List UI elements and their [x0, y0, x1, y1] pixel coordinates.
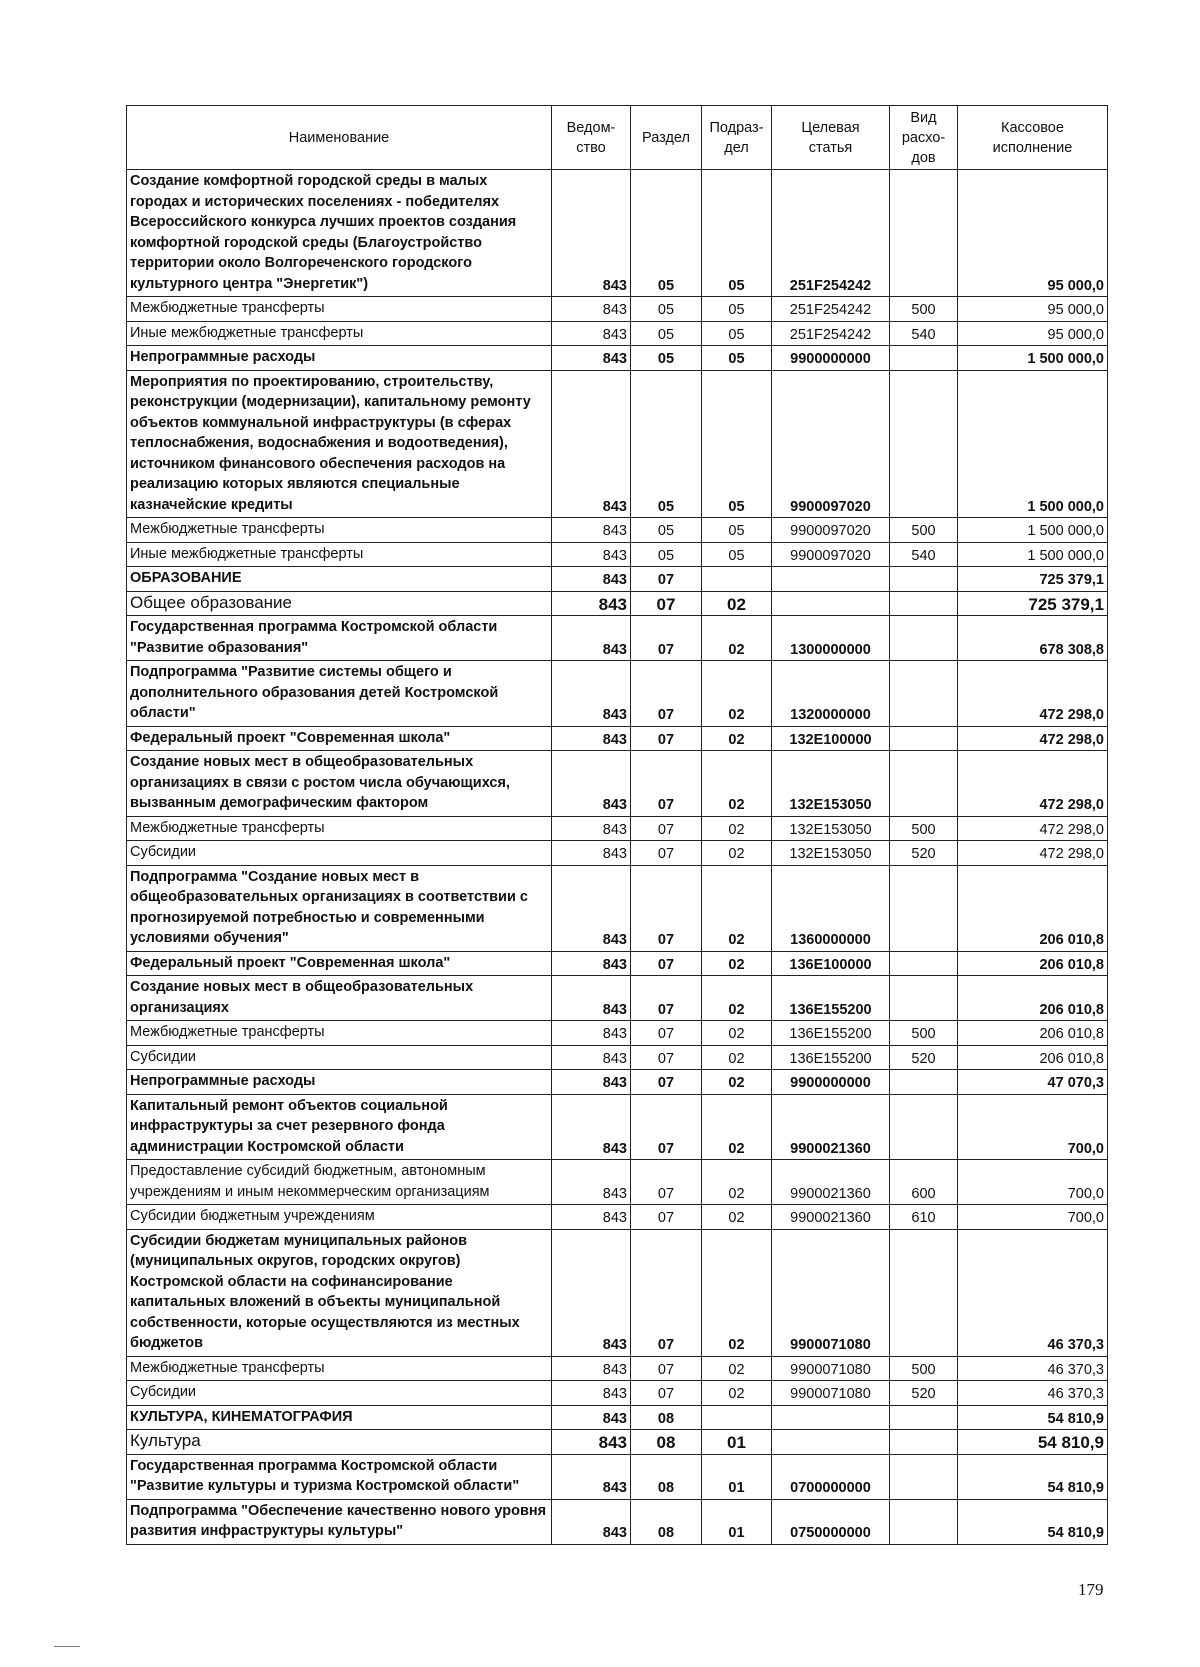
budget-table-sheet — [126, 105, 1108, 1545]
cell-name: Федеральный проект "Современная школа" — [127, 951, 552, 976]
cell-razdel: 08 — [631, 1499, 702, 1544]
cell-target: 132E153050 — [772, 751, 890, 817]
cell-vid — [890, 1430, 958, 1455]
header-name: Наименование — [127, 106, 552, 170]
cell-target: 136E155200 — [772, 976, 890, 1021]
cell-vid — [890, 567, 958, 592]
cell-name: Подпрограмма "Развитие системы общего и дополнительного образования детей Костромской области" — [127, 661, 552, 727]
cell-ved: 843 — [552, 518, 631, 543]
cell-podrazdel: 05 — [702, 370, 772, 518]
cell-podrazdel: 02 — [702, 1070, 772, 1095]
cell-ved: 843 — [552, 1454, 631, 1499]
cell-vid: 600 — [890, 1160, 958, 1205]
header-amount: Кассовое исполнение — [958, 106, 1108, 170]
cell-podrazdel: 02 — [702, 976, 772, 1021]
cell-amount: 472 298,0 — [958, 751, 1108, 817]
cell-vid: 520 — [890, 1045, 958, 1070]
cell-amount: 1 500 000,0 — [958, 346, 1108, 371]
cell-ved: 843 — [552, 616, 631, 661]
cell-amount: 678 308,8 — [958, 616, 1108, 661]
cell-razdel: 07 — [631, 841, 702, 866]
cell-podrazdel: 05 — [702, 518, 772, 543]
cell-target: 251F254242 — [772, 321, 890, 346]
cell-name: Субсидии бюджетным учреждениям — [127, 1205, 552, 1230]
cell-vid — [890, 1499, 958, 1544]
table-row — [127, 1205, 1108, 1230]
cell-ved: 843 — [552, 591, 631, 616]
cell-target: 132E153050 — [772, 816, 890, 841]
cell-vid: 500 — [890, 1356, 958, 1381]
cell-podrazdel: 02 — [702, 1160, 772, 1205]
cell-name: Субсидии — [127, 841, 552, 866]
cell-amount: 472 298,0 — [958, 816, 1108, 841]
cell-razdel: 07 — [631, 1160, 702, 1205]
cell-target: 1360000000 — [772, 865, 890, 951]
cell-vid — [890, 346, 958, 371]
table-row — [127, 1160, 1108, 1205]
table-row — [127, 616, 1108, 661]
cell-target — [772, 567, 890, 592]
cell-amount: 46 370,3 — [958, 1381, 1108, 1406]
cell-amount: 1 500 000,0 — [958, 518, 1108, 543]
cell-razdel: 07 — [631, 616, 702, 661]
cell-ved: 843 — [552, 1405, 631, 1430]
header-razdel: Раздел — [631, 106, 702, 170]
cell-ved: 843 — [552, 346, 631, 371]
cell-vid — [890, 976, 958, 1021]
header-vid: Вид расхо- дов — [890, 106, 958, 170]
cell-vid — [890, 1454, 958, 1499]
cell-target: 136E155200 — [772, 1021, 890, 1046]
cell-vid: 500 — [890, 297, 958, 322]
cell-ved: 843 — [552, 726, 631, 751]
cell-name: Создание комфортной городской среды в малых городах и исторических поселениях - победителях Всероссийского конкурса лучших проектов создания комфортной городской среды (Благоустройство территории около Волгореченского городского культурного центра "Энергетик") — [127, 170, 552, 297]
cell-vid — [890, 951, 958, 976]
cell-vid — [890, 616, 958, 661]
table-row — [127, 1356, 1108, 1381]
cell-target: 251F254242 — [772, 170, 890, 297]
cell-name: Непрограммные расходы — [127, 346, 552, 371]
cell-podrazdel: 01 — [702, 1499, 772, 1544]
cell-name: Иные межбюджетные трансферты — [127, 321, 552, 346]
cell-razdel: 07 — [631, 1094, 702, 1160]
cell-razdel: 07 — [631, 591, 702, 616]
cell-podrazdel: 02 — [702, 816, 772, 841]
cell-razdel: 07 — [631, 816, 702, 841]
cell-podrazdel — [702, 567, 772, 592]
cell-vid — [890, 726, 958, 751]
cell-amount: 700,0 — [958, 1160, 1108, 1205]
table-row — [127, 1021, 1108, 1046]
header-target: Целевая статья — [772, 106, 890, 170]
cell-name: Подпрограмма "Создание новых мест в общеобразовательных организациях в соответствии с прогнозируемой потребностью и современными условиями обучения" — [127, 865, 552, 951]
cell-ved: 843 — [552, 370, 631, 518]
cell-razdel: 07 — [631, 1381, 702, 1406]
cell-vid — [890, 591, 958, 616]
cell-ved: 843 — [552, 841, 631, 866]
cell-razdel: 08 — [631, 1430, 702, 1455]
table-row — [127, 841, 1108, 866]
cell-target: 0750000000 — [772, 1499, 890, 1544]
cell-amount: 54 810,9 — [958, 1499, 1108, 1544]
cell-razdel: 05 — [631, 321, 702, 346]
cell-target: 9900071080 — [772, 1229, 890, 1356]
cell-razdel: 07 — [631, 661, 702, 727]
cell-razdel: 08 — [631, 1454, 702, 1499]
cell-name: Межбюджетные трансферты — [127, 816, 552, 841]
cell-vid — [890, 751, 958, 817]
cell-podrazdel: 02 — [702, 1045, 772, 1070]
cell-amount: 1 500 000,0 — [958, 370, 1108, 518]
cell-target: 9900097020 — [772, 518, 890, 543]
cell-name: Создание новых мест в общеобразовательных организациях — [127, 976, 552, 1021]
cell-amount: 95 000,0 — [958, 321, 1108, 346]
cell-name: Непрограммные расходы — [127, 1070, 552, 1095]
cell-name: Межбюджетные трансферты — [127, 297, 552, 322]
cell-vid — [890, 1229, 958, 1356]
cell-name: ОБРАЗОВАНИЕ — [127, 567, 552, 592]
cell-razdel: 05 — [631, 346, 702, 371]
cell-amount: 47 070,3 — [958, 1070, 1108, 1095]
cell-target: 9900021360 — [772, 1205, 890, 1230]
table-row — [127, 816, 1108, 841]
table-row — [127, 951, 1108, 976]
cell-vid — [890, 370, 958, 518]
cell-razdel: 07 — [631, 865, 702, 951]
cell-target: 9900021360 — [772, 1094, 890, 1160]
cell-ved: 843 — [552, 1070, 631, 1095]
table-row — [127, 1045, 1108, 1070]
cell-name: Межбюджетные трансферты — [127, 1356, 552, 1381]
cell-amount: 54 810,9 — [958, 1454, 1108, 1499]
cell-amount: 472 298,0 — [958, 661, 1108, 727]
cell-target: 132E100000 — [772, 726, 890, 751]
cell-name: КУЛЬТУРА, КИНЕМАТОГРАФИЯ — [127, 1405, 552, 1430]
cell-vid — [890, 1094, 958, 1160]
cell-podrazdel: 01 — [702, 1430, 772, 1455]
cell-name: Мероприятия по проектированию, строительству, реконструкции (модернизации), капитальному ремонту объектов коммунальной инфраструктуры (в сферах теплоснабжения, водоснабжения и водоотведения), источником финансового обеспечения расходов на реализацию которых являются специальные казначейские кредиты — [127, 370, 552, 518]
header-ved: Ведом- ство — [552, 106, 631, 170]
cell-amount: 206 010,8 — [958, 1045, 1108, 1070]
cell-razdel: 07 — [631, 1021, 702, 1046]
cell-name: Субсидии — [127, 1381, 552, 1406]
cell-target — [772, 1405, 890, 1430]
table-row — [127, 1094, 1108, 1160]
cell-amount: 95 000,0 — [958, 297, 1108, 322]
cell-amount: 700,0 — [958, 1094, 1108, 1160]
cell-razdel: 05 — [631, 518, 702, 543]
table-header-row — [127, 106, 1108, 170]
cell-podrazdel: 02 — [702, 661, 772, 727]
cell-razdel: 07 — [631, 951, 702, 976]
cell-vid: 520 — [890, 1381, 958, 1406]
cell-vid: 540 — [890, 321, 958, 346]
cell-podrazdel: 02 — [702, 1205, 772, 1230]
cell-name: Общее образование — [127, 591, 552, 616]
cell-amount: 206 010,8 — [958, 1021, 1108, 1046]
cell-podrazdel: 02 — [702, 591, 772, 616]
cell-target: 9900000000 — [772, 346, 890, 371]
cell-vid: 520 — [890, 841, 958, 866]
cell-podrazdel: 02 — [702, 616, 772, 661]
table-row — [127, 1381, 1108, 1406]
cell-name: Иные межбюджетные трансферты — [127, 542, 552, 567]
cell-target: 1320000000 — [772, 661, 890, 727]
cell-target: 9900021360 — [772, 1160, 890, 1205]
cell-podrazdel — [702, 1405, 772, 1430]
table-row — [127, 1499, 1108, 1544]
table-row — [127, 1070, 1108, 1095]
cell-podrazdel: 02 — [702, 1021, 772, 1046]
cell-razdel: 05 — [631, 370, 702, 518]
cell-name: Федеральный проект "Современная школа" — [127, 726, 552, 751]
cell-ved: 843 — [552, 976, 631, 1021]
cell-amount: 1 500 000,0 — [958, 542, 1108, 567]
cell-target: 9900097020 — [772, 542, 890, 567]
cell-ved: 843 — [552, 865, 631, 951]
cell-razdel: 07 — [631, 1356, 702, 1381]
cell-target: 0700000000 — [772, 1454, 890, 1499]
cell-podrazdel: 02 — [702, 841, 772, 866]
header-podrazdel: Подраз- дел — [702, 106, 772, 170]
cell-target: 251F254242 — [772, 297, 890, 322]
cell-razdel: 07 — [631, 1045, 702, 1070]
cell-ved: 843 — [552, 567, 631, 592]
cell-vid: 500 — [890, 816, 958, 841]
cell-vid — [890, 1405, 958, 1430]
table-row — [127, 518, 1108, 543]
cell-ved: 843 — [552, 542, 631, 567]
cell-name: Предоставление субсидий бюджетным, автономным учреждениям и иным некоммерческим организациям — [127, 1160, 552, 1205]
cell-name: Капитальный ремонт объектов социальной инфраструктуры за счет резервного фонда администрации Костромской области — [127, 1094, 552, 1160]
cell-ved: 843 — [552, 170, 631, 297]
cell-vid — [890, 865, 958, 951]
cell-podrazdel: 01 — [702, 1454, 772, 1499]
cell-ved: 843 — [552, 751, 631, 817]
cell-podrazdel: 05 — [702, 297, 772, 322]
cell-ved: 843 — [552, 1160, 631, 1205]
cell-ved: 843 — [552, 1045, 631, 1070]
cell-ved: 843 — [552, 816, 631, 841]
table-row — [127, 1430, 1108, 1455]
cell-razdel: 07 — [631, 1070, 702, 1095]
table-row — [127, 865, 1108, 951]
cell-vid: 540 — [890, 542, 958, 567]
cell-razdel: 08 — [631, 1405, 702, 1430]
cell-name: Культура — [127, 1430, 552, 1455]
cell-amount: 46 370,3 — [958, 1229, 1108, 1356]
cell-target: 9900000000 — [772, 1070, 890, 1095]
cell-ved: 843 — [552, 1381, 631, 1406]
cell-ved: 843 — [552, 951, 631, 976]
cell-name: Подпрограмма "Обеспечение качественно нового уровня развития инфраструктуры культуры" — [127, 1499, 552, 1544]
cell-podrazdel: 02 — [702, 751, 772, 817]
cell-target — [772, 1430, 890, 1455]
cell-target: 132E153050 — [772, 841, 890, 866]
cell-target: 9900071080 — [772, 1381, 890, 1406]
cell-name: Межбюджетные трансферты — [127, 1021, 552, 1046]
cell-ved: 843 — [552, 1356, 631, 1381]
cell-razdel: 07 — [631, 751, 702, 817]
cell-podrazdel: 05 — [702, 346, 772, 371]
cell-podrazdel: 05 — [702, 170, 772, 297]
cell-amount: 206 010,8 — [958, 976, 1108, 1021]
cell-podrazdel: 02 — [702, 1356, 772, 1381]
cell-ved: 843 — [552, 661, 631, 727]
cell-target — [772, 591, 890, 616]
cell-razdel: 05 — [631, 297, 702, 322]
cell-ved: 843 — [552, 1021, 631, 1046]
cell-amount: 95 000,0 — [958, 170, 1108, 297]
cell-razdel: 07 — [631, 726, 702, 751]
cell-name: Субсидии — [127, 1045, 552, 1070]
table-row — [127, 1454, 1108, 1499]
cell-razdel: 07 — [631, 567, 702, 592]
cell-razdel: 07 — [631, 1229, 702, 1356]
cell-vid — [890, 170, 958, 297]
cell-razdel: 07 — [631, 976, 702, 1021]
cell-amount: 472 298,0 — [958, 841, 1108, 866]
cell-target: 1300000000 — [772, 616, 890, 661]
cell-ved: 843 — [552, 297, 631, 322]
cell-name: Создание новых мест в общеобразовательных организациях в связи с ростом числа обучающихся, вызванным демографическим фактором — [127, 751, 552, 817]
cell-name: Межбюджетные трансферты — [127, 518, 552, 543]
cell-ved: 843 — [552, 321, 631, 346]
cell-vid — [890, 1070, 958, 1095]
cell-ved: 843 — [552, 1499, 631, 1544]
cell-podrazdel: 05 — [702, 321, 772, 346]
table-row — [127, 1229, 1108, 1356]
cell-target: 136E155200 — [772, 1045, 890, 1070]
table-row — [127, 1405, 1108, 1430]
cell-name: Субсидии бюджетам муниципальных районов (муниципальных округов, городских округов) Костромской области на софинансирование капитальных вложений в объекты муниципальной собственности, которые осуществляются из местных бюджетов — [127, 1229, 552, 1356]
cell-amount: 725 379,1 — [958, 567, 1108, 592]
table-row — [127, 661, 1108, 727]
cell-amount: 472 298,0 — [958, 726, 1108, 751]
cell-razdel: 05 — [631, 542, 702, 567]
cell-amount: 206 010,8 — [958, 951, 1108, 976]
table-row — [127, 170, 1108, 297]
cell-podrazdel: 02 — [702, 865, 772, 951]
table-row — [127, 726, 1108, 751]
cell-podrazdel: 02 — [702, 1094, 772, 1160]
table-row — [127, 976, 1108, 1021]
cell-razdel: 07 — [631, 1205, 702, 1230]
table-row — [127, 542, 1108, 567]
cell-podrazdel: 02 — [702, 951, 772, 976]
page-number: 179 — [1078, 1580, 1104, 1599]
cell-ved: 843 — [552, 1205, 631, 1230]
scan-mark — [54, 1646, 80, 1647]
cell-amount: 700,0 — [958, 1205, 1108, 1230]
cell-vid: 500 — [890, 1021, 958, 1046]
table-row — [127, 370, 1108, 518]
cell-amount: 725 379,1 — [958, 591, 1108, 616]
budget-table — [126, 105, 1108, 1545]
cell-podrazdel: 02 — [702, 1229, 772, 1356]
cell-vid: 610 — [890, 1205, 958, 1230]
cell-vid — [890, 661, 958, 727]
cell-amount: 206 010,8 — [958, 865, 1108, 951]
cell-amount: 46 370,3 — [958, 1356, 1108, 1381]
cell-podrazdel: 02 — [702, 726, 772, 751]
cell-name: Государственная программа Костромской области "Развитие образования" — [127, 616, 552, 661]
table-body — [127, 170, 1108, 1545]
cell-ved: 843 — [552, 1229, 631, 1356]
cell-amount: 54 810,9 — [958, 1405, 1108, 1430]
cell-razdel: 05 — [631, 170, 702, 297]
cell-target: 136E100000 — [772, 951, 890, 976]
cell-podrazdel: 02 — [702, 1381, 772, 1406]
table-row — [127, 297, 1108, 322]
cell-podrazdel: 05 — [702, 542, 772, 567]
cell-vid: 500 — [890, 518, 958, 543]
cell-ved: 843 — [552, 1094, 631, 1160]
cell-target: 9900071080 — [772, 1356, 890, 1381]
table-row — [127, 321, 1108, 346]
cell-ved: 843 — [552, 1430, 631, 1455]
table-row — [127, 567, 1108, 592]
table-row — [127, 751, 1108, 817]
table-row — [127, 346, 1108, 371]
cell-target: 9900097020 — [772, 370, 890, 518]
table-row — [127, 591, 1108, 616]
cell-name: Государственная программа Костромской области "Развитие культуры и туризма Костромской области" — [127, 1454, 552, 1499]
cell-amount: 54 810,9 — [958, 1430, 1108, 1455]
